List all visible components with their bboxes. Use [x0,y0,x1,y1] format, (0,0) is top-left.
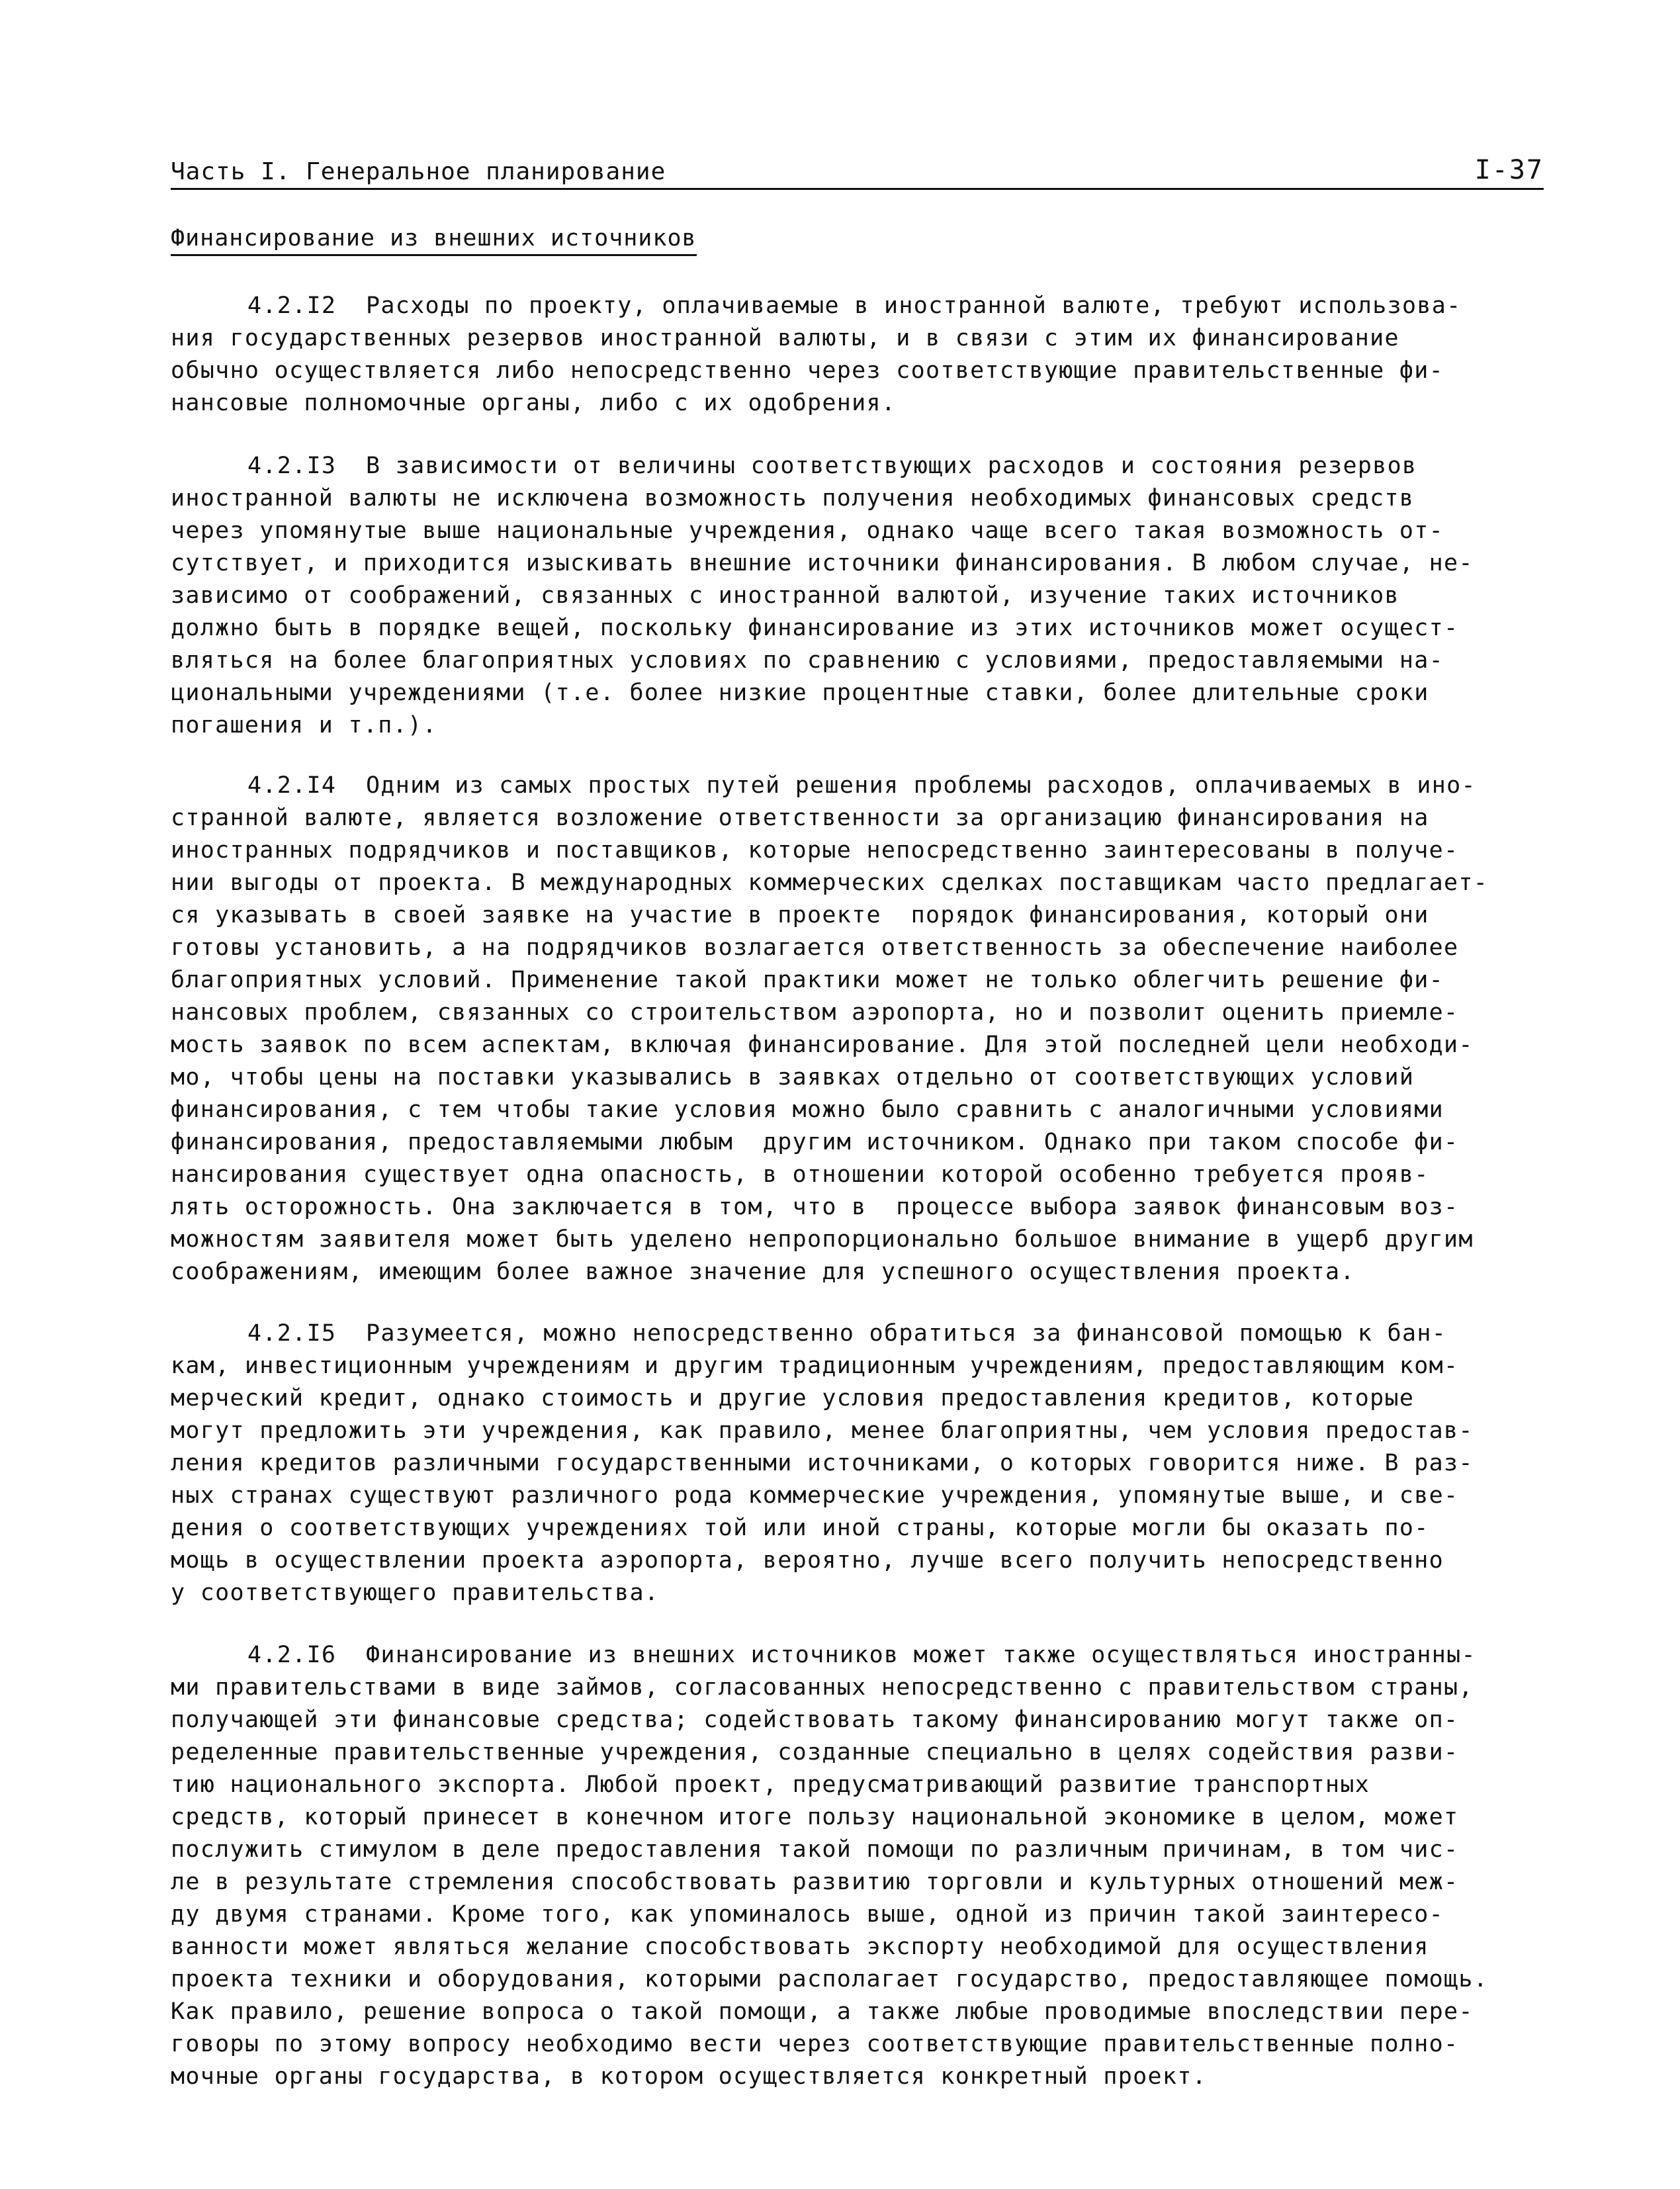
paragraph-4-2-12 [171,290,1567,420]
text-line: циональными учреждениями (т.е. более низкие процентные ставки, более длительные сроки [171,680,1429,706]
text-line: ления кредитов различными государственными источниками, о которых говорится ниже. В раз- [171,1450,1474,1476]
text-line: сутствует, и приходится изыскивать внешние источники финансирования. В любом случае, не- [171,550,1474,576]
text-line: 4.2.I2 Расходы по проекту, оплачиваемые в иностранной валюте, требуют использова- [247,292,1462,319]
text-line: ле в результате стремления способствовать развитию торговли и культурных отношений меж- [171,1869,1459,1895]
page-header [171,147,1544,190]
text-line: должно быть в порядке вещей, поскольку финансирование из этих источников может осущест- [171,615,1459,641]
text-line: финансирования, с тем чтобы такие условия можно было сравнить с аналогичными условиями [171,1096,1444,1123]
text-line: могут предложить эти учреждения, как правило, менее благоприятны, чем условия предостав- [171,1417,1474,1444]
text-line: кам, инвестиционным учреждениям и другим традиционным учреждениям, предоставляющим ком- [171,1353,1459,1379]
text-line: 4.2.I3 В зависимости от величины соответствующих расходов и состояния резервов [247,453,1417,479]
text-line: мость заявок по всем аспектам, включая финансирование. Для этой последней цели необходи- [171,1032,1474,1058]
section-heading: Финансирование из внешних источников [171,225,697,256]
text-line: финансирования, предоставляемыми любым другим источником. Однако при таком способе фи- [171,1129,1459,1155]
text-line: послужить стимулом в деле предоставления такой помощи по различным причинам, в том чис- [171,1836,1459,1863]
text-line: у соответствующего правительства. [171,1580,660,1606]
text-line: ных странах существуют различного рода коммерческие учреждения, упомянутые выше, и све- [171,1482,1459,1509]
text-line: мочные органы государства, в котором осуществляется конкретный проект. [171,2063,1208,2090]
text-line: ся указывать в своей заявке на участие в проекте порядок финансирования, который они [171,902,1429,928]
paragraph-4-2-16 [171,1639,1567,2093]
text-line: мо, чтобы цены на поставки указывались в заявках отдельно от соответствующих условий [171,1064,1415,1091]
page-number: I-37 [1474,155,1544,185]
text-line: благоприятных условий. Применение такой практики может не только облегчить решение фи- [171,967,1444,993]
text-line: ду двумя странами. Кроме того, как упоминалось выше, одной из причин такой заинтересо- [171,1901,1444,1928]
text-line: нии выгоды от проекта. В международных коммерческих сделках поставщикам часто предлагает- [171,870,1489,896]
text-line: мерческий кредит, однако стоимость и другие условия предоставления кредитов, которые [171,1385,1415,1411]
text-line: получающей эти финансовые средства; содействовать такому финансированию могут также оп- [171,1707,1459,1733]
text-line: обычно осуществляется либо непосредственно через соответствующие правительственные фи- [171,357,1444,384]
text-line: 4.2.I4 Одним из самых простых путей решения проблемы расходов, оплачиваемых в ино- [247,772,1476,799]
text-line: тию национального экспорта. Любой проект, предусматривающий развитие транспортных [171,1771,1370,1798]
text-line: ределенные правительственные учреждения, созданные специально в целях содействия разви- [171,1739,1459,1765]
text-line: иностранной валюты не исключена возможность получения необходимых финансовых средств [171,485,1415,512]
text-line: 4.2.I5 Разумеется, можно непосредственно обратиться за финансовой помощью к бан- [247,1320,1447,1347]
text-line: можностям заявителя может быть уделено непропорционально большое внимание в ущерб другим [171,1226,1474,1253]
text-line: проекта техники и оборудования, которыми располагает государство, предоставляющее помощь. [171,1966,1489,1992]
text-line: средств, который принесет в конечном итоге пользу национальной экономике в целом, может [171,1804,1459,1830]
text-line: через упомянутые выше национальные учреждения, однако чаще всего такая возможность от- [171,517,1444,544]
paragraph-4-2-14 [171,770,1567,1288]
text-line: ванности может являться желание способствовать экспорту необходимой для осуществления [171,1934,1429,1960]
text-line: Как правило, решение вопроса о такой помощи, а также любые проводимые впоследствии пере- [171,1998,1474,2025]
paragraph-4-2-13 [171,450,1567,742]
text-line: дения о соответствующих учреждениях той или иной страны, которые могли бы оказать по- [171,1515,1429,1541]
text-line: готовы установить, а на подрядчиков возлагается ответственность за обеспечение наиболее [171,934,1459,961]
text-line: зависимо от соображений, связанных с иностранной валютой, изучение таких источников [171,582,1399,609]
text-line: ми правительствами в виде займов, согласованных непосредственно с правительством страны, [171,1674,1474,1701]
text-line: странной валюте, является возложение ответственности за организацию финансирования на [171,805,1429,831]
text-line: лять осторожность. Она заключается в том, что в процессе выбора заявок финансовым воз- [171,1194,1459,1220]
text-line: соображениям, имеющим более важное значение для успешного осуществления проекта. [171,1259,1355,1285]
paragraph-4-2-15 [171,1318,1567,1609]
text-line: нансовых проблем, связанных со строительством аэропорта, но и позволит оценить приемле- [171,999,1459,1026]
text-line: погашения и т.п.). [171,712,437,738]
text-line: вляться на более благоприятных условиях по сравнению с условиями, предоставляемыми на- [171,647,1444,674]
text-line: нансирования существует одна опасность, в отношении которой особенно требуется прояв- [171,1161,1429,1188]
text-line: иностранных подрядчиков и поставщиков, которые непосредственно заинтересованы в получе- [171,837,1459,864]
text-line: нансовые полномочные органы, либо с их одобрения. [171,390,897,416]
text-line: мощь в осуществлении проекта аэропорта, вероятно, лучше всего получить непосредственно [171,1547,1444,1574]
header-title: Часть I. Генеральное планирование [171,158,666,185]
text-line: 4.2.I6 Финансирование из внешних источников может также осуществляться иностранны- [247,1642,1476,1668]
text-line: говоры по этому вопросу необходимо вести через соответствующие правительственные полно- [171,2031,1459,2057]
text-line: ния государственных резервов иностранной валюты, и в связи с этим их финансирование [171,325,1399,351]
